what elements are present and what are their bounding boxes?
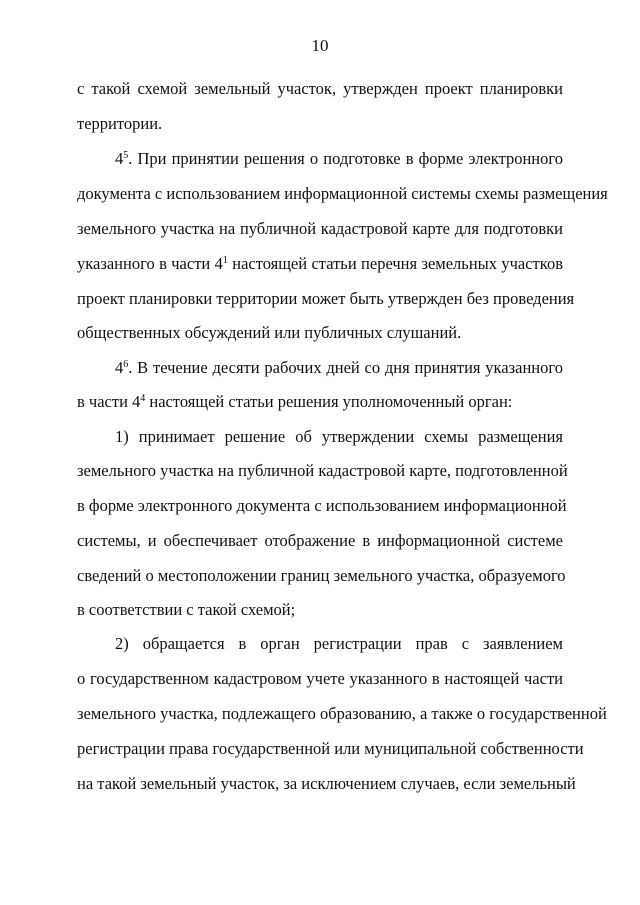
text-line-5 (77, 219, 563, 239)
text-line-8 (77, 323, 563, 343)
text-run: 2) обращается в орган регистрации прав с заявлением (115, 634, 563, 653)
text-line-7 (77, 289, 575, 309)
text-run: в соответствии с такой схемой; (77, 600, 296, 619)
text-run: проект планировки территории может быть утвержден без проведения (77, 289, 575, 308)
text-run: территории. (77, 114, 163, 133)
superscript: 1 (222, 255, 228, 266)
text-run: . В течение десяти рабочих дней со дня принятия указанного (128, 358, 563, 377)
text-line-1 (77, 79, 563, 99)
text-run: 4 (115, 358, 124, 377)
superscript: 6 (123, 359, 129, 370)
text-run: земельного участка на публичной кадастровой карте, подготовленной (77, 461, 568, 480)
text-line-10 (77, 392, 563, 412)
text-line-13 (77, 496, 567, 516)
text-run: настоящей статьи решения уполномоченный орган: (145, 392, 513, 411)
text-line-14 (77, 531, 563, 551)
text-line-17 (115, 634, 563, 654)
superscript: 5 (123, 150, 129, 161)
text-line-11 (115, 427, 563, 447)
text-run: указанного в части 4 (77, 254, 223, 273)
text-line-16 (77, 600, 563, 620)
text-run: документа с использованием информационной системы схемы размещения (77, 184, 608, 203)
text-run: системы, и обеспечивает отображение в информационной системе (77, 531, 563, 550)
text-run: на такой земельный участок, за исключением случаев, если земельный (77, 774, 576, 793)
text-run: земельного участка, подлежащего образованию, а также о государственной (77, 704, 607, 723)
text-run: сведений о местоположении границ земельного участка, образуемого (77, 566, 566, 585)
text-line-18 (77, 669, 563, 689)
text-run: . При принятии решения о подготовке в форме электронного (128, 149, 563, 168)
text-run: в части 4 (77, 392, 141, 411)
text-line-19 (77, 704, 607, 724)
text-line-20 (77, 739, 584, 759)
page-number: 10 (311, 36, 329, 55)
text-line-3 (115, 149, 563, 169)
superscript: 4 (140, 393, 146, 404)
text-line-9 (115, 358, 563, 378)
text-line-2 (77, 114, 563, 134)
text-line-4 (77, 184, 608, 204)
text-line-6 (77, 254, 563, 274)
text-run: с такой схемой земельный участок, утвержден проект планировки (77, 79, 563, 98)
text-run: настоящей статьи перечня земельных участков (227, 254, 563, 273)
text-run: общественных обсуждений или публичных слушаний. (77, 323, 462, 342)
text-run: в форме электронного документа с использованием информационной (77, 496, 567, 515)
text-run: регистрации права государственной или муниципальной собственности (77, 739, 584, 758)
text-line-15 (77, 566, 566, 586)
text-run: земельного участка на публичной кадастровой карте для подготовки (77, 219, 563, 238)
text-run: о государственном кадастровом учете указанного в настоящей части (77, 669, 563, 688)
text-run: 4 (115, 149, 124, 168)
text-run: 1) принимает решение об утверждении схемы размещения (115, 427, 563, 446)
text-line-12 (77, 461, 568, 481)
text-line-21 (77, 774, 576, 794)
